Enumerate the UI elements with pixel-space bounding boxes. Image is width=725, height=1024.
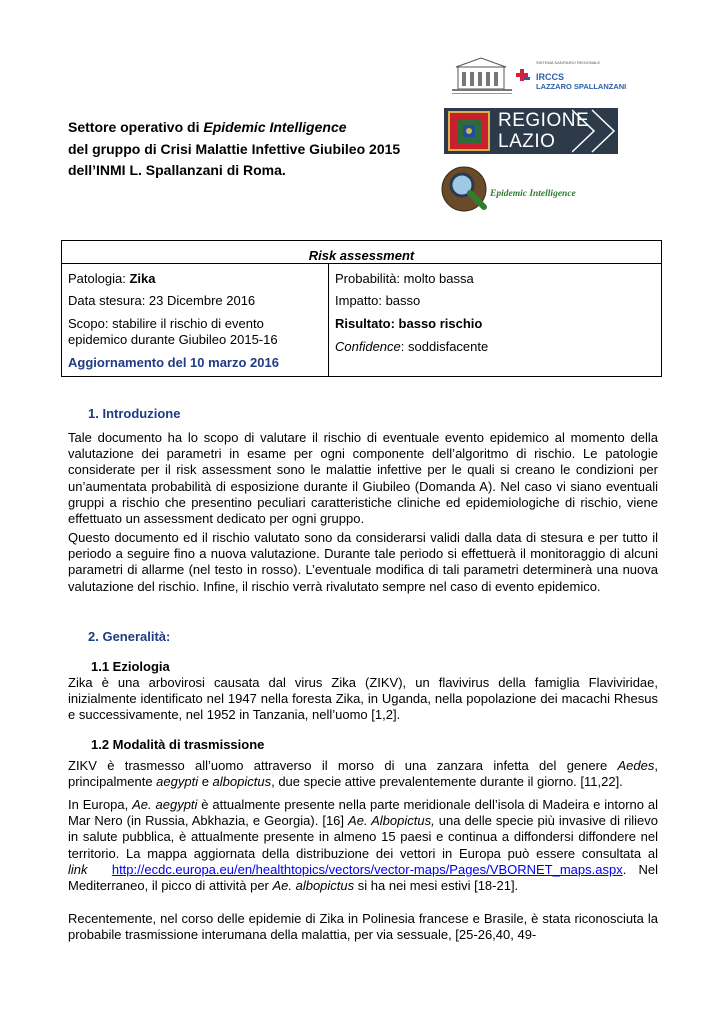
lazio-text: LAZIO: [498, 131, 556, 152]
confidence-line: [335, 339, 488, 354]
subsection-trasmissione: 1.2 Modalità di trasmissione: [91, 737, 265, 752]
title-line1-prefix: Settore operativo di: [68, 119, 204, 135]
vector-maps-link[interactable]: http://ecdc.europa.eu/en/healthtopics/vectors/vector-maps/Pages/VBORNET_maps.aspx: [111, 861, 623, 877]
scopo-line2: epidemico durante Giubileo 2015-16: [68, 332, 278, 347]
patologia-value: Zika: [129, 271, 156, 286]
eziologia-paragraph: Zika è una arbovirosi causata dal virus Zika (ZIKV), un flavivirus della famiglia Flaviviridae, inizialmente identificato nel 1947 nella foresta Zika, in Uganda, nella popolazione dei macachi Rhesus e successivamente, nel 1952 in Tanzania, nell’uomo [1,2].: [68, 675, 658, 723]
confidence-label: Confidence: [335, 339, 401, 354]
patologia-line: [68, 271, 155, 286]
scopo-line1: Scopo: stabilire il rischio di evento: [68, 316, 264, 331]
italic-run: Aedes: [617, 758, 655, 773]
regione-lazio-logo: [444, 108, 618, 154]
risultato: Risultato: basso rischio: [335, 316, 483, 331]
italic-run: albopictus: [212, 774, 272, 790]
trasmissione-paragraph-1: [68, 758, 658, 790]
title-line2: del gruppo di Crisi Malattie Infettive Giubileo 2015: [68, 140, 401, 157]
text-run: , due specie attive prevalentemente durante il giorno. [11,22].: [271, 774, 623, 790]
title-line3: dell’INMI L. Spallanzani di Roma.: [68, 162, 286, 178]
section-2-heading: 2. Generalità:: [88, 629, 171, 644]
section-1-heading: 1. Introduzione: [88, 406, 181, 421]
text-run: , principalmente: [68, 758, 658, 790]
section-1-paragraph-2: Questo documento ed il rischio valutato sono da considerarsi validi dalla data di stesura e per tutto il periodo a seguire fino a nuova valutazione. Durante tale periodo si effettuerà il monitoraggio di alcuni parametri di allarme (nel testo in rosso). L’eventuale modifica di tali parametri determinerà una nuova valutazione del rischio. Infine, il rischio verrà rivalutato sempre nel caso di evento epidemico.: [68, 530, 658, 594]
probabilita: Probabilità: molto bassa: [335, 271, 474, 286]
regione-text: REGIONE: [498, 110, 590, 131]
document-title: [68, 117, 400, 182]
italic-run: Ae. albopictus: [272, 878, 355, 894]
title-line1-italic: Epidemic Intelligence: [203, 119, 347, 135]
italic-run: aegypti: [156, 774, 199, 790]
confidence-value: : soddisfacente: [400, 339, 489, 354]
spallanzani-name: LAZZARO SPALLANZANI: [536, 82, 627, 91]
aggiornamento: Aggiornamento del 10 marzo 2016: [68, 355, 279, 370]
italic-run: Ae. aegypti: [132, 797, 198, 812]
text-run: è attualmente presente nella parte meridionale dell’isola di Madeira e intorno al Mar Nero (in Russia, Abkhazia, e Georgia). [16]: [68, 797, 659, 829]
italic-run: link: [68, 861, 88, 877]
text-run: In Europa,: [68, 797, 133, 812]
impatto: Impatto: basso: [335, 293, 421, 308]
text-run: . Nel Mediterraneo, il picco di attività per: [68, 861, 658, 894]
spallanzani-small-text: SISTEMA SANITARIO REGIONALE: [536, 60, 601, 65]
risk-header: Risk assessment: [62, 241, 661, 264]
trasmissione-paragraph-2: [68, 797, 658, 894]
ei-label: Epidemic Intelligence: [490, 189, 576, 199]
data-stesura: Data stesura: 23 Dicembre 2016: [68, 293, 256, 308]
subsection-eziologia: 1.1 Eziologia: [91, 659, 170, 674]
risk-table-divider: [328, 263, 329, 376]
trasmissione-paragraph-3: Recentemente, nel corso delle epidemie di Zika in Polinesia francese e Brasile, è stata riconosciuta la probabile trasmissione interumana della malattia, per via sessuale, [25-26,40, 49-: [68, 911, 658, 943]
patologia-label: Patologia:: [68, 271, 130, 286]
spallanzani-irccs: IRCCS: [536, 72, 565, 82]
epidemic-intelligence-logo: [440, 165, 620, 213]
text-run: si ha nei mesi estivi [18-21].: [354, 878, 519, 894]
text-run: ZIKV è trasmesso all’uomo attraverso il morso di una zanzara infetta del genere: [68, 758, 618, 773]
section-1-paragraph-1: Tale documento ha lo scopo di valutare il rischio di eventuale evento epidemico al momento della valutazione dei parametri in esame per ogni componente dell’algoritmo di rischio. Le patologie considerate per il risk assessment sono le malattie infettive per le quali si creano le condizioni per un’aumentata probabilità di esposizione durante il Giubileo (Domanda A). Nel caso vi siano eventuali gruppi a rischio che presentino peculiari caratteristiche cliniche ed epidemiologiche di rischio, viene effettuato un assessment dedicato per ogni gruppo.: [68, 430, 658, 527]
spallanzani-logo: [444, 55, 627, 97]
risk-assessment-table: [61, 240, 662, 377]
text-run: e: [198, 774, 213, 790]
text-run: una delle specie più invasive di rilievo in salute pubblica, è attualmente presente in almeno 15 paesi e continua a diffondersi diffondere nel territorio. La mappa aggiornata della distribuzione dei vettori in Europa può essere consultata al: [68, 813, 659, 861]
italic-run: Ae. Albopictus,: [348, 813, 435, 829]
